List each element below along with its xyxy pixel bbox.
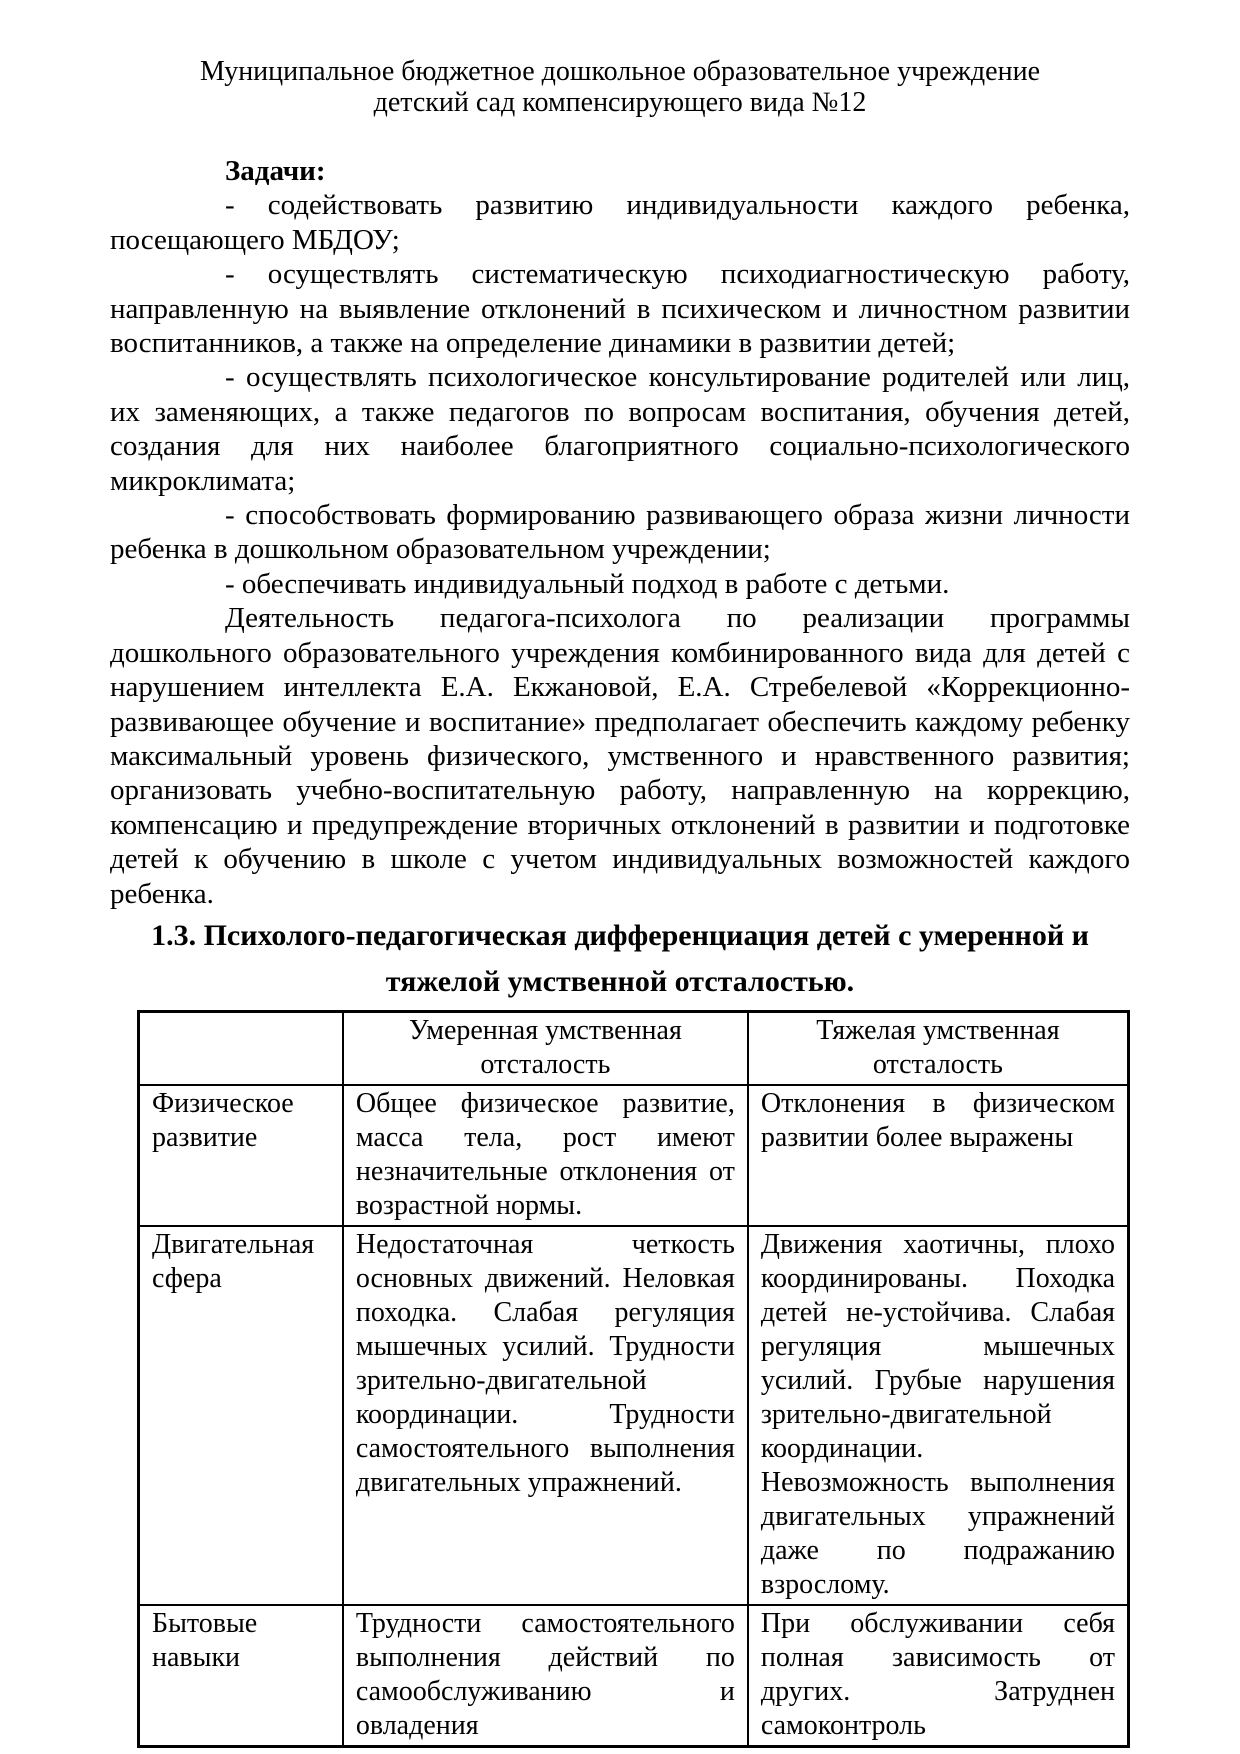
table-header-moderate: Умеренная умственная отсталость (343, 1011, 748, 1085)
task-item-3: - осуществлять психологическое консультирование родителей или лиц, их заменяющих, а также педагогов по вопросам воспитания, обучения детей, создания для них наиболее благоприятного социально-психологического микроклимата; (110, 361, 1130, 497)
table-header-severe: Тяжелая умственная отсталость (748, 1011, 1129, 1085)
row-severe-cell: Отклонения в физическом развитии более выражены (748, 1085, 1129, 1226)
row-category-cell: Двигательная сфера (139, 1226, 343, 1605)
differentiation-table (137, 1010, 1130, 1748)
row-severe-cell: При обслуживании себя полная зависимость от других. Затруднен самоконтроль (748, 1605, 1129, 1747)
section-heading: 1.3. Психолого-педагогическая дифференциация детей с умеренной и тяжелой умственной отсталостью. (151, 918, 1089, 998)
doc-title-line2: детский сад компенсирующего вида №12 (373, 87, 867, 118)
task-item-1: - содействовать развитию индивидуальности каждого ребенка, посещающего МБДОУ; (110, 189, 1130, 256)
row-category-cell: Бытовые навыки (139, 1605, 343, 1747)
row-moderate-cell: Трудности самостоятельного выполнения действий по самообслуживанию и овладения (343, 1605, 748, 1747)
table-row-motor-sphere (139, 1226, 1129, 1605)
task-item-2: - осуществлять систематическую психодиагностическую работу, направленную на выявление отклонений в психическом и личностном развитии воспитанников, а также на определение динамики в развитии детей; (110, 258, 1130, 360)
activity-paragraph: Деятельность педагога-психолога по реализации программы дошкольного образовательного учреждения комбинированного вида для детей с нарушением интеллекта Е.А. Екжановой, Е.А. Стребелевой «Коррекционно-развивающее обучение и воспитание» предполагает обеспечить каждому ребенку максимальный уровень физического, умственного и нравственного развития; организовать учебно-воспитательную работу, направленную на коррекцию, компенсацию и предупреждение вторичных отклонений в развитии и подготовке детей к обучению в школе с учетом индивидуальных возможностей каждого ребенка. (110, 602, 1130, 910)
doc-title-line1: Муниципальное бюджетное дошкольное образовательное учреждение (200, 56, 1040, 87)
row-severe-cell: Движения хаотичны, плохо координированы. Походка детей не-устойчива. Слабая регуляция мышечных усилий. Грубые нарушения зрительно-двигательной координации. Невозможность выполнения двигательных упражнений даже по подражанию взрослому. (748, 1226, 1129, 1605)
row-category-cell: Физическое развитие (139, 1085, 343, 1226)
row-moderate-cell: Недостаточная четкость основных движений. Неловкая походка. Слабая регуляция мышечных усилий. Трудности зрительно-двигательной координации. Трудности самостоятельного выполнения двигательных упражнений. (343, 1226, 748, 1605)
task-item-4: - способствовать формированию развивающего образа жизни личности ребенка в дошкольном образовательном учреждении; (110, 499, 1130, 566)
table-row-physical-development (139, 1085, 1129, 1226)
task-item-5: - обеспечивать индивидуальный подход в работе с детьми. (225, 567, 950, 600)
row-moderate-cell: Общее физическое развитие, масса тела, рост имеют незначительные отклонения от возрастной нормы. (343, 1085, 748, 1226)
tasks-heading: Задачи: (225, 155, 326, 187)
table-row-household-skills (139, 1605, 1129, 1747)
doc-title (110, 56, 1130, 118)
table-header-empty (139, 1011, 343, 1085)
table-header-row (139, 1011, 1129, 1085)
